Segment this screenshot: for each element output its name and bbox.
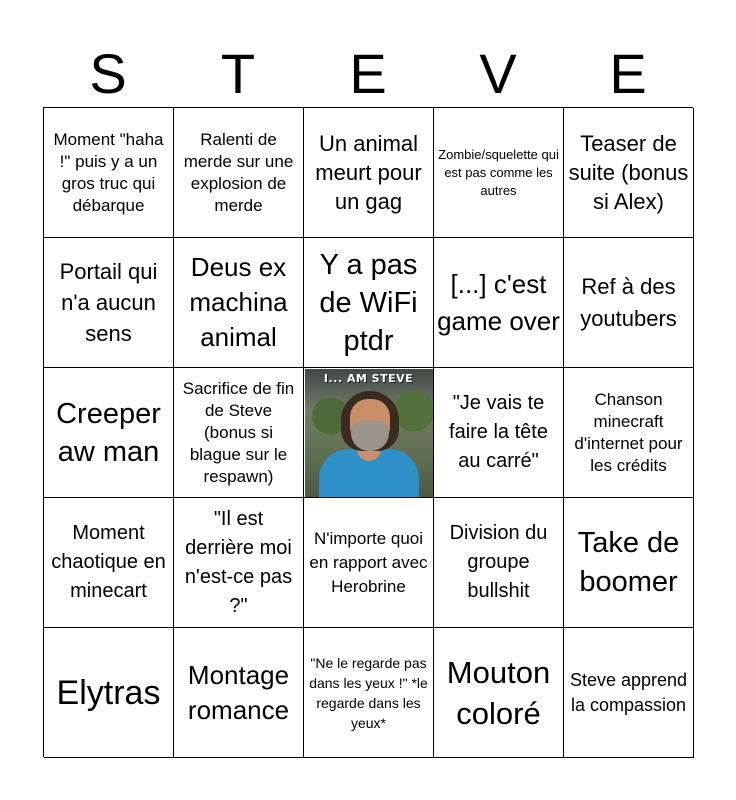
bingo-cell-text: N'importe quoi en rapport avec Herobrine: [309, 528, 428, 596]
bingo-cell-text: Sacrifice de fin de Steve (bonus si blague sur le respawn): [182, 378, 295, 486]
bingo-cell-r2-c5[interactable]: [564, 238, 694, 368]
bingo-cell-text: "Ne le regarde pas dans les yeux !" *le regarde dans les yeux*: [309, 654, 428, 731]
bingo-cell-text: "Il est derrière moi n'est-ce pas ?": [184, 507, 293, 617]
bingo-cell-r4-c5[interactable]: [564, 498, 694, 628]
steve-movie-picture: [305, 369, 433, 497]
bingo-cell-text: Portail qui n'a aucun sens: [59, 259, 158, 346]
bingo-cell-text: [...] c'est game over: [437, 268, 560, 336]
bingo-cell-r3-c5[interactable]: [564, 368, 694, 498]
bingo-cell-r2-c4[interactable]: [434, 238, 564, 368]
header-letter-v: V: [479, 42, 517, 105]
bingo-header: [43, 40, 693, 108]
header-letter-s: S: [89, 42, 127, 105]
bingo-cell-r3-c2[interactable]: [174, 368, 304, 498]
bingo-cell-r1-c1[interactable]: [44, 108, 174, 238]
bingo-cell-r2-c1[interactable]: [44, 238, 174, 368]
bingo-cell-text: Deus ex machina animal: [189, 252, 288, 352]
header-letter-e: E: [349, 42, 387, 105]
bingo-cell-text: "Je vais te faire la tête au carré": [449, 392, 548, 472]
bingo-cell-text: Elytras: [56, 673, 161, 712]
picture-beard: [351, 421, 389, 451]
bingo-cell-r4-c4[interactable]: [434, 498, 564, 628]
bingo-cell-text: Take de boomer: [577, 526, 680, 598]
bingo-cell-text: Montage romance: [187, 659, 290, 725]
bingo-cell-r5-c5[interactable]: [564, 628, 694, 758]
bingo-cell-r2-c2[interactable]: [174, 238, 304, 368]
picture-caption: I... AM STEVE: [323, 371, 414, 385]
bingo-cell-text: Mouton coloré: [446, 654, 551, 731]
bingo-cell-r1-c2[interactable]: [174, 108, 304, 238]
header-letter-t: T: [220, 42, 256, 105]
bingo-cell-r1-c4[interactable]: [434, 108, 564, 238]
bingo-cell-text: Moment "haha !" puis y a un gros truc qui débarque: [53, 129, 164, 215]
bingo-cell-text: Chanson minecraft d'internet pour les crédits: [574, 389, 683, 475]
bingo-cell-text: Y a pas de WiFi ptdr: [319, 248, 418, 357]
bingo-cell-text: Teaser de suite (bonus si Alex): [568, 131, 689, 214]
bingo-cell-r1-c3[interactable]: [304, 108, 434, 238]
bingo-cell-r5-c3[interactable]: [304, 628, 434, 758]
bingo-cell-text: Ralenti de merde sur une explosion de merde: [183, 129, 294, 215]
bingo-cell-r4-c1[interactable]: [44, 498, 174, 628]
bingo-cell-r2-c3[interactable]: [304, 238, 434, 368]
bingo-cell-r5-c1[interactable]: [44, 628, 174, 758]
bingo-grid: [43, 107, 693, 757]
bingo-cell-r3-c4[interactable]: [434, 368, 564, 498]
bingo-cell-text: Zombie/squelette qui est pas comme les autres: [438, 146, 559, 198]
bingo-cell-text: Ref à des youtubers: [580, 273, 677, 331]
bingo-cell-r4-c2[interactable]: [174, 498, 304, 628]
bingo-cell-free[interactable]: [304, 368, 434, 498]
header-letter-e2: E: [609, 42, 647, 105]
bingo-cell-text: Moment chaotique en minecart: [51, 522, 166, 602]
bingo-cell-text: Un animal meurt pour un gag: [315, 131, 422, 214]
bingo-cell-r3-c1[interactable]: [44, 368, 174, 498]
bingo-cell-text: Creeper aw man: [56, 397, 161, 468]
bingo-cell-text: Division du groupe bullshit: [449, 522, 548, 602]
bingo-cell-r5-c2[interactable]: [174, 628, 304, 758]
bingo-cell-r5-c4[interactable]: [434, 628, 564, 758]
bingo-cell-r1-c5[interactable]: [564, 108, 694, 238]
bingo-cell-r4-c3[interactable]: [304, 498, 434, 628]
bingo-cell-text: Steve apprend la compassion: [569, 669, 688, 715]
